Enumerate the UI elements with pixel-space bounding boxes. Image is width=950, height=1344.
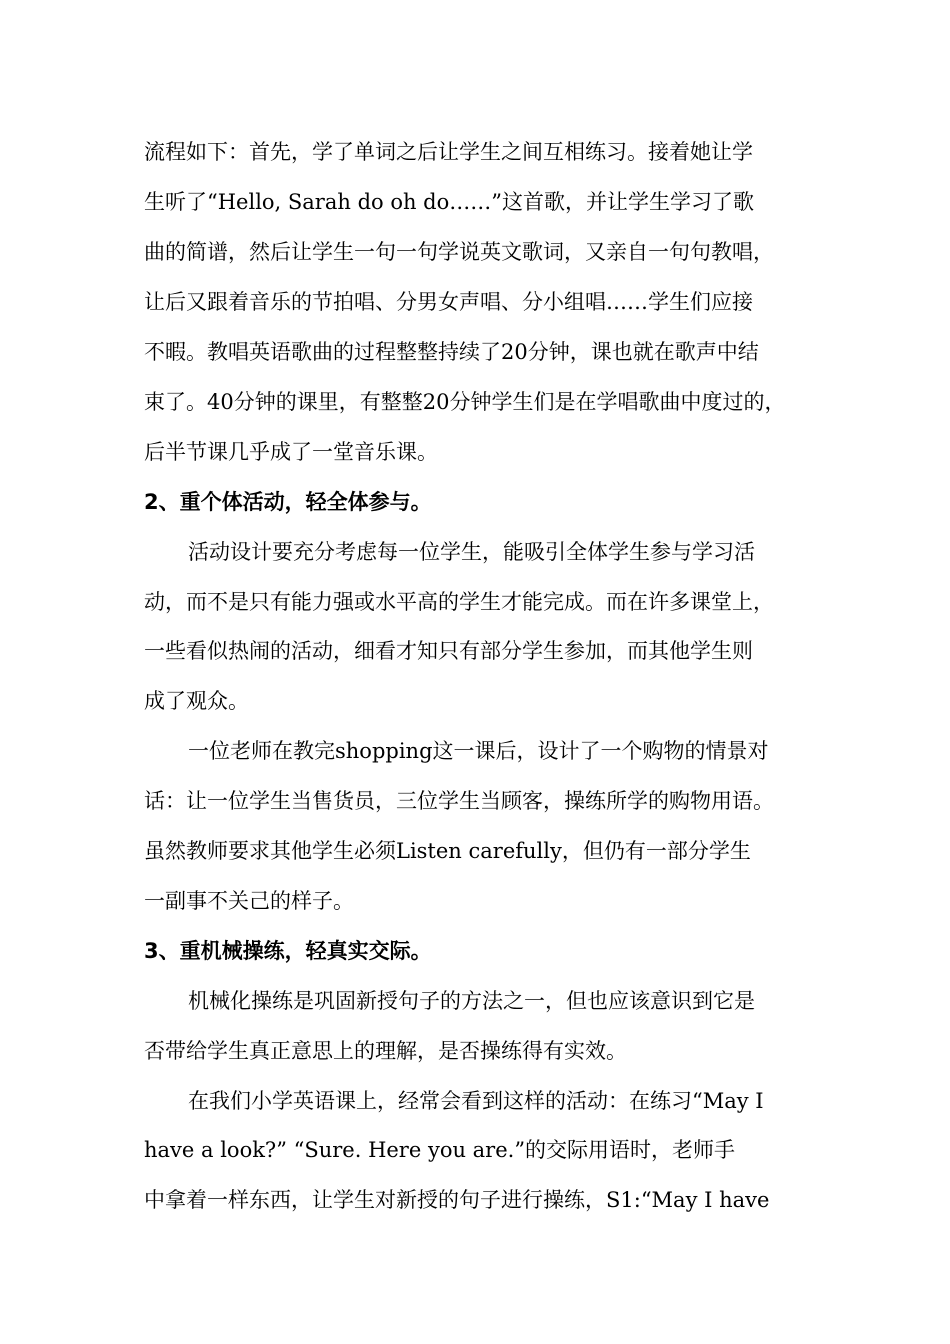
- paragraph-line: 活动设计要充分考虑每一位学生，能吸引全体学生参与学习活: [188, 540, 755, 564]
- paragraph-line: 一位老师在教完shopping这一课后，设计了一个购物的情景对: [188, 739, 769, 763]
- paragraph-line: 否带给学生真正意思上的理解，是否操练得有实效。: [144, 1039, 627, 1063]
- paragraph-line: have a look?” “Sure. Here you are.”的交际用语时，老师手: [144, 1138, 736, 1162]
- paragraph-line: 机械化操练是巩固新授句子的方法之一，但也应该意识到它是: [188, 989, 755, 1013]
- paragraph-line: 束了。40分钟的课里，有整整20分钟学生们是在学唱歌曲中度过的，: [144, 390, 786, 414]
- paragraph-line: 一些看似热闹的活动，细看才知只有部分学生参加，而其他学生则: [144, 639, 753, 663]
- paragraph-line: 不暇。教唱英语歌曲的过程整整持续了20分钟，课也就在歌声中结: [144, 340, 759, 364]
- paragraph-line: 话：让一位学生当售货员，三位学生当顾客，操练所学的购物用语。: [144, 789, 774, 813]
- paragraph-line: 流程如下：首先，学了单词之后让学生之间互相练习。接着她让学: [144, 140, 753, 164]
- paragraph-line: 曲的简谱，然后让学生一句一句学说英文歌词，又亲自一句句教唱，: [144, 240, 774, 264]
- section-heading: 3、重机械操练，轻真实交际。: [144, 939, 432, 963]
- paragraph-line: 生听了“Hello, Sarah do oh do……”这首歌，并让学生学习了歌: [144, 190, 754, 214]
- paragraph-line: 中拿着一样东西，让学生对新授的句子进行操练，S1:“May I have: [144, 1188, 770, 1212]
- paragraph-line: 一副事不关己的样子。: [144, 889, 354, 913]
- paragraph-line: 动，而不是只有能力强或水平高的学生才能完成。而在许多课堂上，: [144, 590, 774, 614]
- paragraph-line: 让后又跟着音乐的节拍唱、分男女声唱、分小组唱……学生们应接: [144, 290, 753, 314]
- paragraph-line: 虽然教师要求其他学生必须Listen carefully，但仍有一部分学生: [144, 839, 751, 863]
- paragraph-line: 后半节课几乎成了一堂音乐课。: [144, 440, 438, 464]
- section-heading: 2、重个体活动，轻全体参与。: [144, 490, 432, 514]
- paragraph-line: 成了观众。: [144, 689, 249, 713]
- paragraph-line: 在我们小学英语课上，经常会看到这样的活动：在练习“May I: [188, 1089, 764, 1113]
